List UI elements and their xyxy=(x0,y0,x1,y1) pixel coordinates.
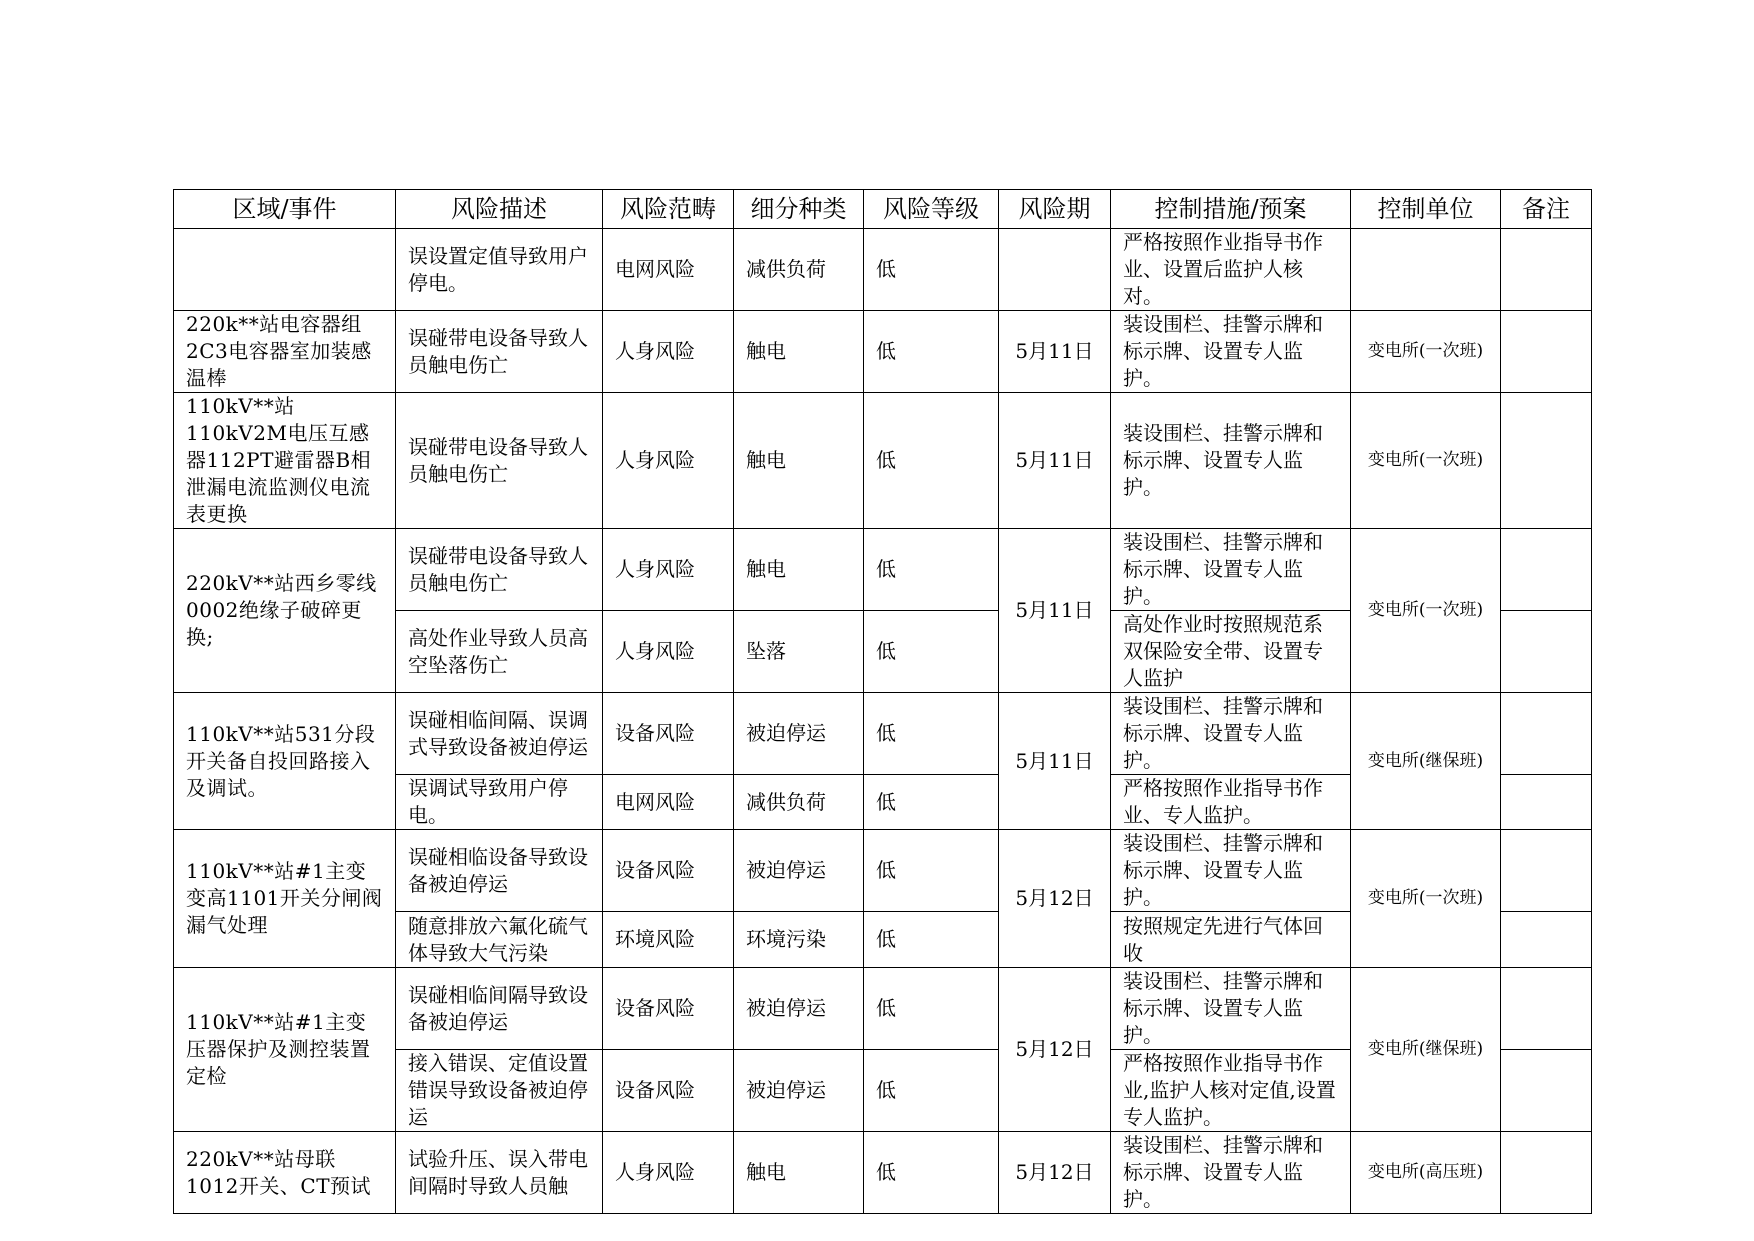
cell-measure: 装设围栏、挂警示牌和标示牌、设置专人监护。 xyxy=(1111,529,1351,611)
cell-note xyxy=(1501,693,1592,775)
cell-unit: 变电所(一次班) xyxy=(1351,529,1501,693)
cell-category: 设备风险 xyxy=(603,693,734,775)
cell-note xyxy=(1501,912,1592,968)
cell-category: 人身风险 xyxy=(603,311,734,393)
table-header-row xyxy=(174,190,1592,229)
cell-description: 随意排放六氟化硫气体导致大气污染 xyxy=(396,912,603,968)
table-row xyxy=(174,1132,1592,1214)
header-risk-level: 风险等级 xyxy=(864,190,999,229)
cell-description: 误碰带电设备导致人员触电伤亡 xyxy=(396,393,603,529)
cell-level: 低 xyxy=(864,775,999,830)
cell-subtype: 坠落 xyxy=(734,611,864,693)
cell-category: 环境风险 xyxy=(603,912,734,968)
cell-category: 人身风险 xyxy=(603,393,734,529)
cell-measure: 装设围栏、挂警示牌和标示牌、设置专人监护。 xyxy=(1111,830,1351,912)
cell-level: 低 xyxy=(864,529,999,611)
cell-level: 低 xyxy=(864,229,999,311)
cell-note xyxy=(1501,229,1592,311)
cell-unit: 变电所(高压班) xyxy=(1351,1132,1501,1214)
cell-note xyxy=(1501,311,1592,393)
risk-control-table xyxy=(173,189,1592,1214)
cell-subtype: 减供负荷 xyxy=(734,229,864,311)
cell-subtype: 触电 xyxy=(734,393,864,529)
header-risk-description: 风险描述 xyxy=(396,190,603,229)
cell-area: 220kV**站母联1012开关、CT预试 xyxy=(174,1132,396,1214)
cell-description: 误碰带电设备导致人员触电伤亡 xyxy=(396,529,603,611)
cell-description: 误调试导致用户停电。 xyxy=(396,775,603,830)
cell-area: 110kV**站531分段开关备自投回路接入及调试。 xyxy=(174,693,396,830)
cell-unit: 变电所(一次班) xyxy=(1351,393,1501,529)
cell-unit: 变电所(继保班) xyxy=(1351,693,1501,830)
cell-period: 5月12日 xyxy=(999,968,1111,1132)
cell-category: 电网风险 xyxy=(603,775,734,830)
header-risk-period: 风险期 xyxy=(999,190,1111,229)
table-row xyxy=(174,393,1592,529)
header-risk-category: 风险范畴 xyxy=(603,190,734,229)
cell-level: 低 xyxy=(864,311,999,393)
cell-note xyxy=(1501,830,1592,912)
cell-note xyxy=(1501,611,1592,693)
cell-measure: 高处作业时按照规范系双保险安全带、设置专人监护 xyxy=(1111,611,1351,693)
cell-area: 220kV**站西乡零线0002绝缘子破碎更换; xyxy=(174,529,396,693)
cell-unit: 变电所(继保班) xyxy=(1351,968,1501,1132)
header-area: 区域/事件 xyxy=(174,190,396,229)
cell-level: 低 xyxy=(864,968,999,1050)
cell-period: 5月11日 xyxy=(999,311,1111,393)
table-row xyxy=(174,311,1592,393)
cell-measure: 装设围栏、挂警示牌和标示牌、设置专人监护。 xyxy=(1111,1132,1351,1214)
cell-measure: 严格按照作业指导书作业、专人监护。 xyxy=(1111,775,1351,830)
cell-note xyxy=(1501,968,1592,1050)
cell-subtype: 触电 xyxy=(734,529,864,611)
cell-level: 低 xyxy=(864,1050,999,1132)
table-row xyxy=(174,229,1592,311)
cell-category: 人身风险 xyxy=(603,529,734,611)
cell-description: 误碰带电设备导致人员触电伤亡 xyxy=(396,311,603,393)
cell-level: 低 xyxy=(864,611,999,693)
cell-category: 设备风险 xyxy=(603,968,734,1050)
cell-measure: 装设围栏、挂警示牌和标示牌、设置专人监护。 xyxy=(1111,968,1351,1050)
cell-area: 220k**站电容器组2C3电容器室加装感温棒 xyxy=(174,311,396,393)
cell-note xyxy=(1501,1050,1592,1132)
cell-area: 110kV**站110kV2M电压互感器112PT避雷器B相泄漏电流监测仪电流表更换 xyxy=(174,393,396,529)
cell-note xyxy=(1501,1132,1592,1214)
cell-note xyxy=(1501,529,1592,611)
cell-subtype: 减供负荷 xyxy=(734,775,864,830)
cell-subtype: 被迫停运 xyxy=(734,968,864,1050)
cell-subtype: 被迫停运 xyxy=(734,1050,864,1132)
cell-description: 误设置定值导致用户停电。 xyxy=(396,229,603,311)
cell-level: 低 xyxy=(864,830,999,912)
cell-measure: 按照规定先进行气体回收 xyxy=(1111,912,1351,968)
cell-period: 5月12日 xyxy=(999,1132,1111,1214)
cell-note xyxy=(1501,775,1592,830)
cell-unit: 变电所(一次班) xyxy=(1351,311,1501,393)
cell-level: 低 xyxy=(864,693,999,775)
cell-measure: 装设围栏、挂警示牌和标示牌、设置专人监护。 xyxy=(1111,393,1351,529)
cell-category: 人身风险 xyxy=(603,611,734,693)
cell-unit xyxy=(1351,229,1501,311)
cell-measure: 装设围栏、挂警示牌和标示牌、设置专人监护。 xyxy=(1111,693,1351,775)
cell-subtype: 被迫停运 xyxy=(734,830,864,912)
cell-description: 误碰相临设备导致设备被迫停运 xyxy=(396,830,603,912)
cell-subtype: 触电 xyxy=(734,1132,864,1214)
table-row xyxy=(174,968,1592,1050)
cell-subtype: 被迫停运 xyxy=(734,693,864,775)
cell-category: 人身风险 xyxy=(603,1132,734,1214)
cell-level: 低 xyxy=(864,912,999,968)
cell-unit: 变电所(一次班) xyxy=(1351,830,1501,968)
cell-area: 110kV**站#1主变压器保护及测控装置定检 xyxy=(174,968,396,1132)
cell-level: 低 xyxy=(864,393,999,529)
cell-category: 设备风险 xyxy=(603,830,734,912)
header-note: 备注 xyxy=(1501,190,1592,229)
cell-level: 低 xyxy=(864,1132,999,1214)
cell-note xyxy=(1501,393,1592,529)
cell-period: 5月11日 xyxy=(999,393,1111,529)
cell-description: 高处作业导致人员高空坠落伤亡 xyxy=(396,611,603,693)
cell-area xyxy=(174,229,396,311)
header-subtype: 细分种类 xyxy=(734,190,864,229)
table-row xyxy=(174,830,1592,912)
cell-measure: 严格按照作业指导书作业、设置后监护人核对。 xyxy=(1111,229,1351,311)
cell-subtype: 触电 xyxy=(734,311,864,393)
cell-period: 5月11日 xyxy=(999,529,1111,693)
cell-period: 5月11日 xyxy=(999,693,1111,830)
header-control-measure: 控制措施/预案 xyxy=(1111,190,1351,229)
cell-area: 110kV**站#1主变变高1101开关分闸阀漏气处理 xyxy=(174,830,396,968)
cell-subtype: 环境污染 xyxy=(734,912,864,968)
table-row xyxy=(174,529,1592,611)
cell-category: 设备风险 xyxy=(603,1050,734,1132)
cell-measure: 严格按照作业指导书作业,监护人核对定值,设置专人监护。 xyxy=(1111,1050,1351,1132)
cell-period xyxy=(999,229,1111,311)
cell-description: 误碰相临间隔、误调式导致设备被迫停运 xyxy=(396,693,603,775)
cell-period: 5月12日 xyxy=(999,830,1111,968)
cell-category: 电网风险 xyxy=(603,229,734,311)
cell-measure: 装设围栏、挂警示牌和标示牌、设置专人监护。 xyxy=(1111,311,1351,393)
header-control-unit: 控制单位 xyxy=(1351,190,1501,229)
cell-description: 接入错误、定值设置错误导致设备被迫停运 xyxy=(396,1050,603,1132)
table-row xyxy=(174,693,1592,775)
cell-description: 误碰相临间隔导致设备被迫停运 xyxy=(396,968,603,1050)
cell-description: 试验升压、误入带电间隔时导致人员触 xyxy=(396,1132,603,1214)
